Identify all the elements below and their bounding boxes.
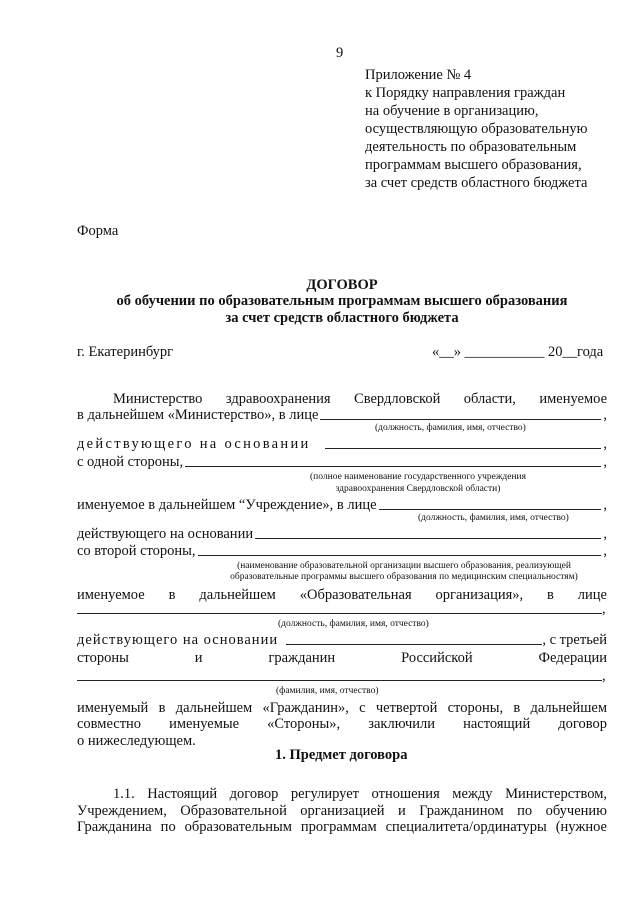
field-hint: здравоохранения Свердловской области) [335, 484, 501, 494]
page-number: 9 [336, 45, 344, 61]
section-heading: 1. Предмет договора [275, 747, 408, 763]
blank-field [286, 643, 542, 645]
parties-text: в дальнейшем «Министерство», в лице [77, 407, 319, 423]
contract-city: г. Екатеринбург [77, 344, 174, 360]
section-paragraph-line: Гражданина по образовательным программам специалитета/ординатуры (нужное [77, 819, 607, 835]
form-label: Форма [77, 223, 119, 239]
parties-line-ministry-rep: в дальнейшем «Министерство», в лице , [77, 407, 607, 423]
document-title: ДОГОВОР [306, 277, 378, 293]
blank-field [325, 447, 602, 449]
appendix-line: деятельность по образовательным [365, 139, 577, 155]
appendix-line: программам высшего образования, [365, 157, 582, 173]
appendix-line: к Порядку направления граждан [365, 85, 566, 101]
parties-line-first-side: с одной стороны, , [77, 454, 607, 470]
appendix-line: осуществляющую образовательную [365, 121, 588, 137]
blank-field [320, 418, 601, 420]
document-subtitle: об обучении по образовательным программам высшего образования [116, 293, 568, 309]
parties-line: Министерство здравоохранения Свердловской области, именуемое [113, 391, 607, 407]
parties-text: , с третьей [542, 632, 607, 648]
blank-field [77, 613, 602, 614]
field-hint: (фамилия, имя, отчество) [276, 686, 379, 696]
appendix-line: на обучение в организацию, [365, 103, 539, 119]
field-hint: (полное наименование государственного учреждения [310, 472, 526, 482]
parties-line: о нижеследующем. [77, 733, 196, 749]
field-hint: (должность, фамилия, имя, отчество) [375, 423, 526, 433]
section-paragraph-line: Учреждением, Образовательной организацией и Гражданином по обучению [77, 803, 607, 819]
appendix-block [365, 66, 588, 192]
appendix-line: Приложение № 4 [365, 67, 472, 83]
parties-text: действующего на основании [77, 632, 279, 648]
blank-field [198, 554, 602, 556]
parties-text: действующего на основании [77, 436, 311, 452]
comma: , [602, 668, 606, 684]
comma: , [602, 601, 606, 617]
field-hint: (наименование образовательной организации высшего образования, реализующей [237, 561, 571, 571]
parties-line-basis-2: действующего на основании , [77, 526, 607, 542]
contract-date: «__» ___________ 20__года [432, 344, 604, 360]
blank-field [379, 508, 602, 510]
blank-field [185, 465, 601, 467]
parties-line: стороны и гражданин Российской Федерации [77, 650, 607, 666]
appendix-line: за счет средств областного бюджета [365, 175, 588, 191]
parties-line: совместно именуемые «Стороны», заключили настоящий договор [77, 716, 607, 732]
blank-field [255, 537, 601, 539]
parties-line-basis-3 [77, 631, 607, 649]
parties-line-basis: действующего на основании , [77, 436, 607, 452]
parties-line: именуемый в дальнейшем «Гражданин», с четвертой стороны, в дальнейшем [77, 700, 607, 716]
field-hint: (должность, фамилия, имя, отчество) [418, 513, 569, 523]
parties-text: со второй стороны, [77, 543, 196, 559]
field-hint: образовательные программы высшего образования по медицинским специальностям) [230, 572, 578, 582]
parties-text: именуемое в дальнейшем “Учреждение», в лице [77, 497, 377, 513]
parties-text: действующего на основании [77, 526, 254, 542]
field-hint: (должность, фамилия, имя, отчество) [278, 619, 429, 629]
blank-field [77, 680, 602, 681]
parties-text: с одной стороны, [77, 454, 184, 470]
document-subtitle: за счет средств областного бюджета [225, 310, 459, 326]
parties-line: именуемое в дальнейшем «Образовательная организация», в лице [77, 587, 607, 603]
parties-line-institution: именуемое в дальнейшем “Учреждение», в лице , [77, 497, 607, 513]
parties-line-second-side: со второй стороны, , [77, 543, 607, 559]
section-paragraph-line: 1.1. Настоящий договор регулирует отношения между Министерством, [113, 786, 607, 802]
